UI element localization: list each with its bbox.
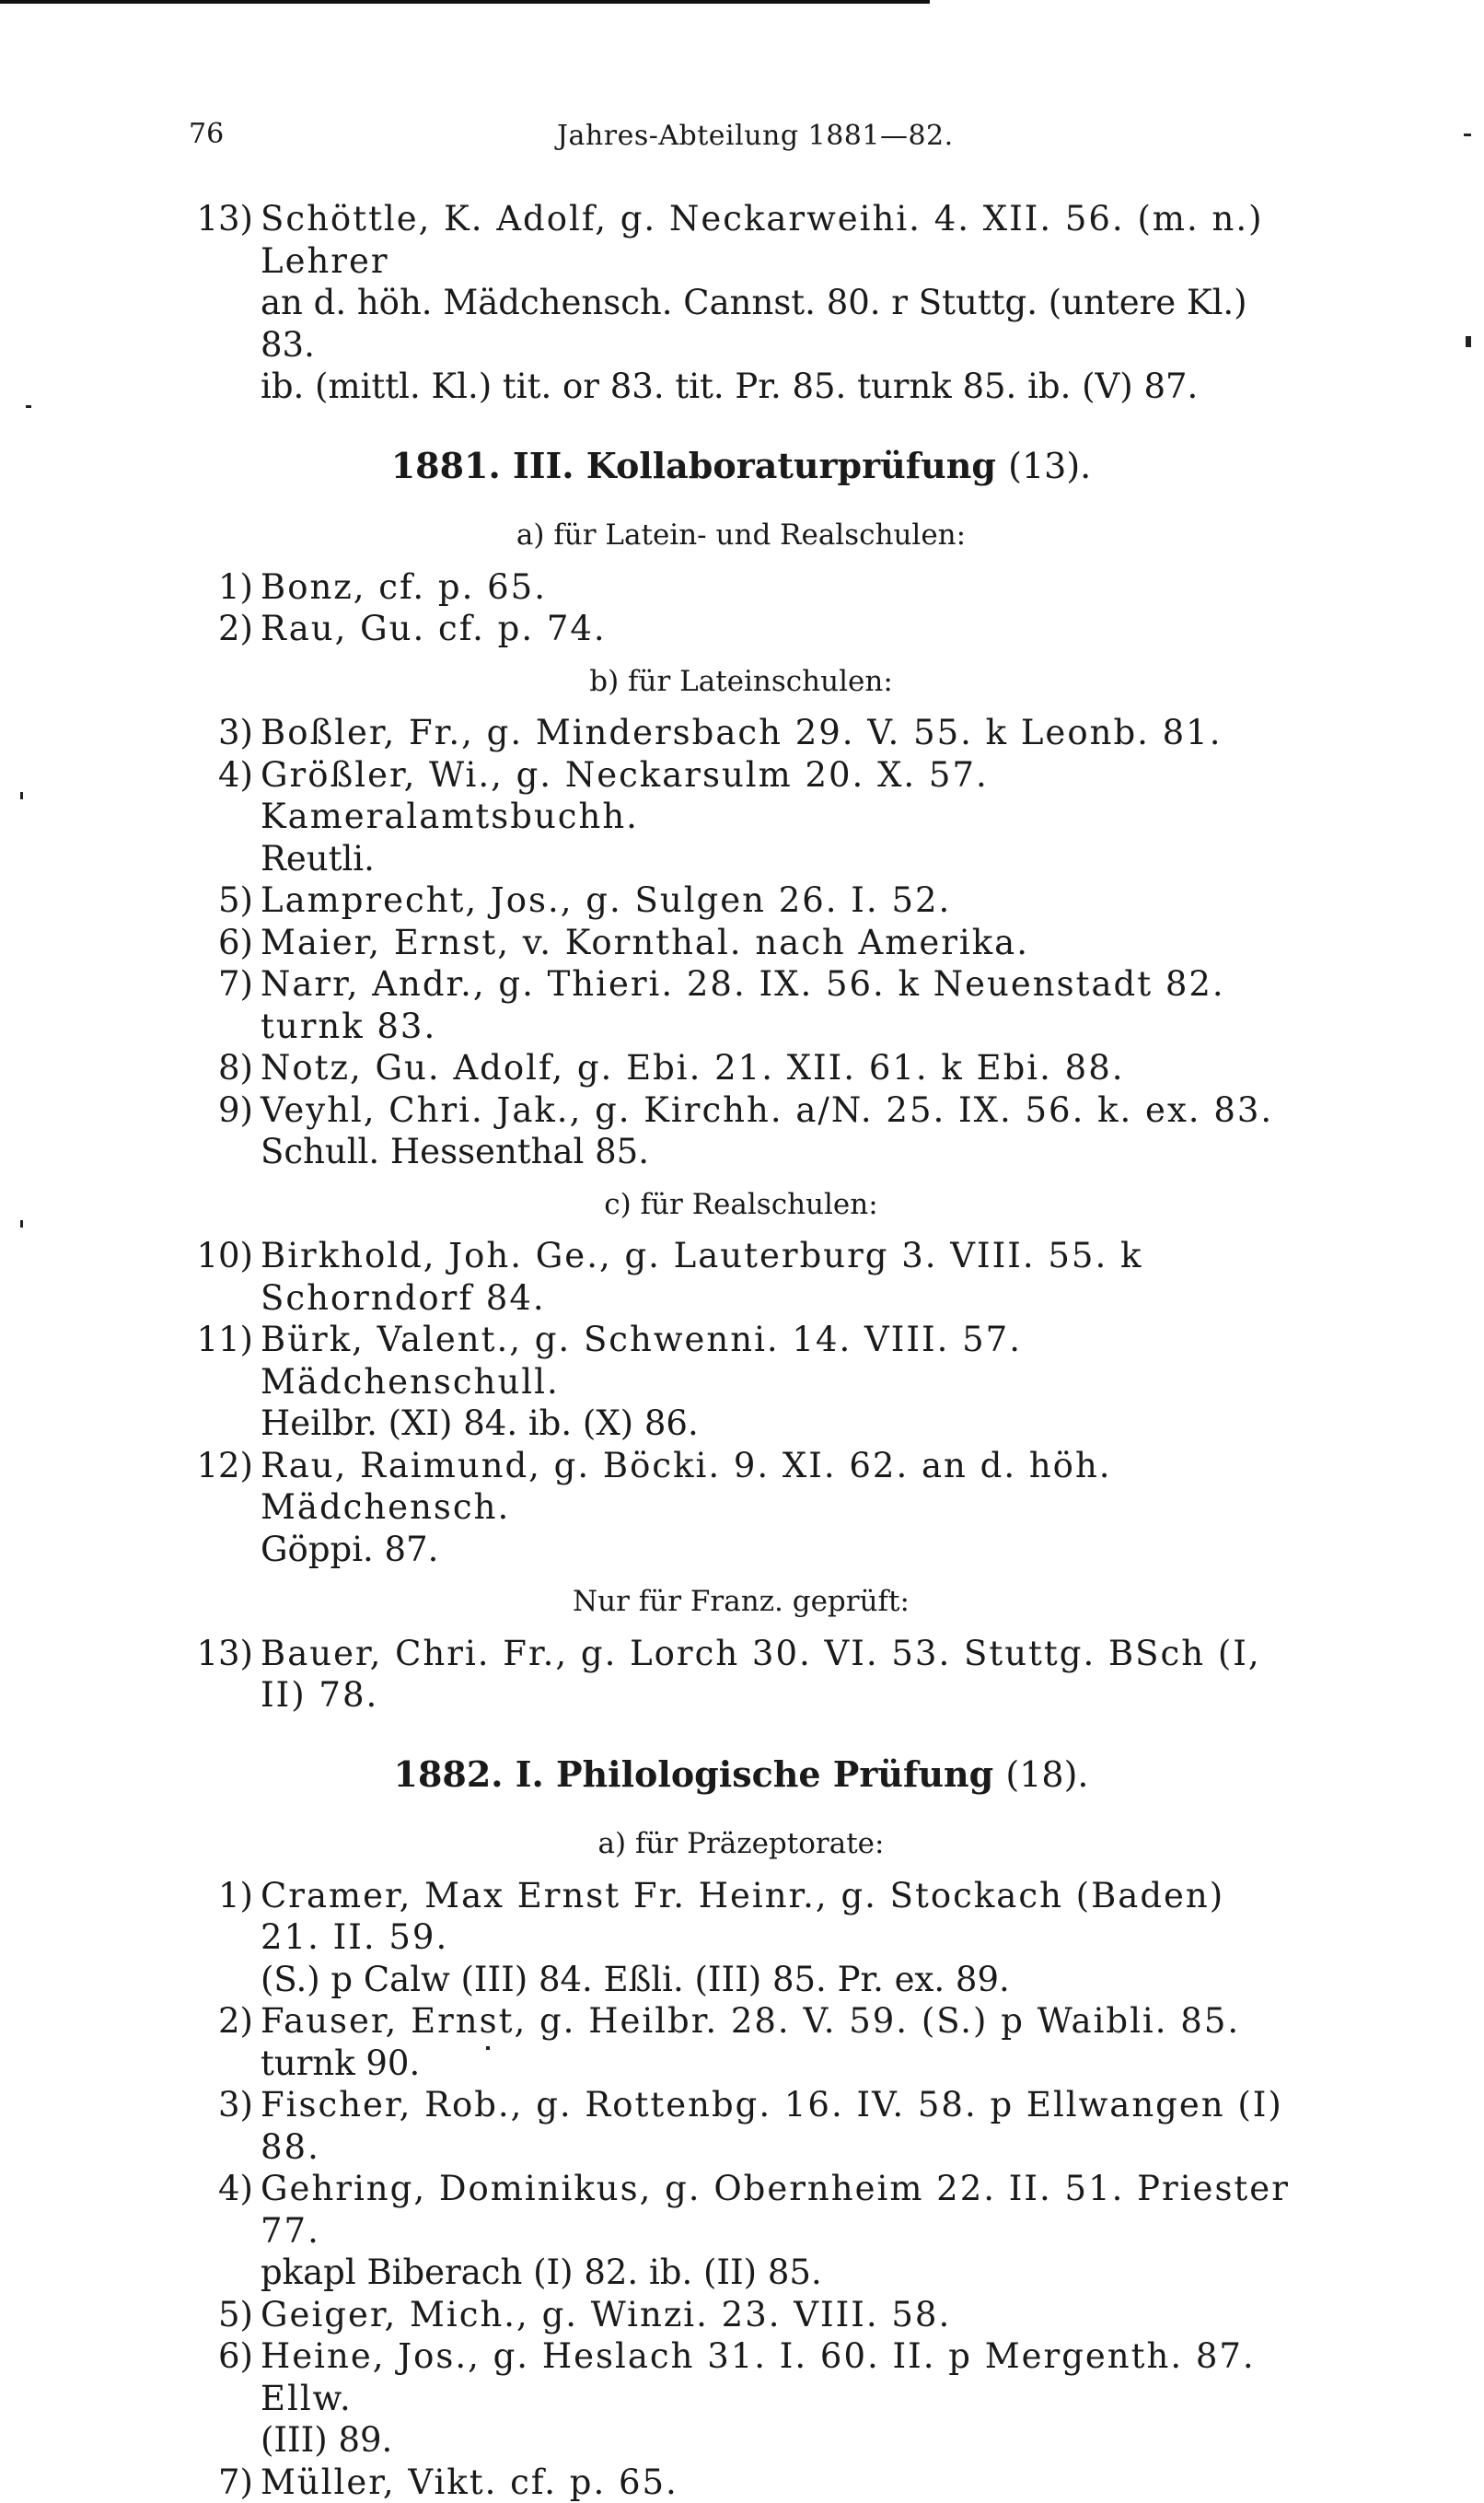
list-item	[189, 2000, 1293, 2084]
entry-line: Heilbr. (XI) 84. ib. (X) 86.	[261, 1403, 1293, 1445]
subsection-heading: Nur für Franz. geprüft:	[189, 1581, 1293, 1624]
list-item	[189, 2294, 1293, 2336]
entry-line: Birkhold, Joh. Ge., g. Lauterburg 3. VIII. 55. k Schorndorf 84.	[261, 1235, 1293, 1319]
subsection-heading: c) für Realschulen:	[189, 1184, 1293, 1227]
entry-line: (III) 89.	[261, 2419, 1293, 2462]
list-item	[189, 712, 1293, 754]
list-item	[189, 922, 1293, 964]
section-heading-1882	[189, 1753, 1293, 1797]
section-year: 1881.	[391, 445, 501, 486]
entry-number: 7)	[189, 2462, 253, 2503]
entry-number: 11)	[189, 1319, 253, 1361]
subsection-heading: b) für Lateinschulen:	[189, 661, 1293, 704]
list-item	[189, 2168, 1293, 2294]
page-number: 76	[189, 118, 224, 150]
page-content	[189, 198, 1293, 2503]
section-1882-body	[189, 1823, 1293, 2503]
entry-line: Rau, Raimund, g. Böcki. 9. XI. 62. an d. höh. Mädchensch.	[261, 1445, 1293, 1529]
entry-line: (S.) p Calw (III) 84. Eßli. (III) 85. Pr. ex. 89.	[261, 1959, 1293, 2001]
list-item	[189, 2335, 1293, 2462]
page-header	[189, 118, 1293, 173]
entry-number: 13)	[189, 1633, 253, 1675]
entry-number: 4)	[189, 2168, 253, 2210]
section-count: (13).	[1008, 446, 1091, 486]
section-title: III. Kollaboraturprüfung	[513, 445, 996, 486]
entry-number: 6)	[189, 2335, 253, 2378]
list-item	[189, 1047, 1293, 1089]
entry-line: an d. höh. Mädchensch. Cannst. 80. r Stuttg. (untere Kl.) 83.	[261, 282, 1293, 366]
entry-line: Lamprecht, Jos., g. Sulgen 26. I. 52.	[261, 879, 1293, 922]
entry-line: Fauser, Ernst, g. Heilbr. 28. V. 59. (S.) p Waibli. 85.	[261, 2000, 1293, 2043]
entry-line: Gehring, Dominikus, g. Obernheim 22. II. 51. Priester 77.	[261, 2168, 1293, 2252]
entry-number: 2)	[189, 608, 253, 650]
section-year: 1882.	[394, 1753, 504, 1795]
entry-line: Geiger, Mich., g. Winzi. 23. VIII. 58.	[261, 2294, 1293, 2336]
entry-number: 1)	[189, 566, 253, 609]
list-item	[189, 1445, 1293, 1571]
running-head: Jahres-Abteilung 1881—82.	[557, 120, 954, 152]
entry-line: Bauer, Chri. Fr., g. Lorch 30. VI. 53. Stuttg. BSch (I, II) 78.	[261, 1633, 1293, 1717]
entry-line: Narr, Andr., g. Thieri. 28. IX. 56. k Neuenstadt 82. turnk 83.	[261, 963, 1293, 1047]
entry-line: Boßler, Fr., g. Mindersbach 29. V. 55. k Leonb. 81.	[261, 712, 1293, 754]
entry-number: 7)	[189, 963, 253, 1006]
subsection-heading: a) für Latein- und Realschulen:	[189, 515, 1293, 557]
section-title: I. Philologische Prüfung	[516, 1753, 993, 1795]
subsection-heading: a) für Präzeptorate:	[189, 1823, 1293, 1866]
entry-line: Maier, Ernst, v. Kornthal. nach Amerika.	[261, 922, 1293, 964]
list-item	[189, 608, 1293, 650]
entry-line: Bonz, cf. p. 65.	[261, 566, 1293, 609]
section-1881-body	[189, 515, 1293, 1717]
entry-number: 10)	[189, 1235, 253, 1277]
list-item	[189, 1089, 1293, 1173]
list-item	[189, 963, 1293, 1047]
entry-number: 5)	[189, 2294, 253, 2336]
entry-line: Heine, Jos., g. Heslach 31. I. 60. II. p Mergenth. 87. Ellw.	[261, 2335, 1293, 2419]
entry-line: Schull. Hessenthal 85.	[261, 1131, 1293, 1173]
margin-mark	[20, 792, 23, 799]
entry-number: 4)	[189, 754, 253, 797]
margin-mark	[20, 1220, 23, 1228]
margin-mark	[1466, 336, 1471, 347]
list-item	[189, 2084, 1293, 2168]
entry-number: 12)	[189, 1445, 253, 1487]
list-item	[189, 2462, 1293, 2503]
entry-number: 1)	[189, 1875, 253, 1917]
entry-line: Schöttle, K. Adolf, g. Neckarweihi. 4. XII. 56. (m. n.) Lehrer	[261, 198, 1293, 282]
list-item	[189, 754, 1293, 880]
entry-number: 2)	[189, 2000, 253, 2043]
entry-line: Göppi. 87.	[261, 1529, 1293, 1571]
list-item	[189, 1633, 1293, 1717]
entry-number: 9)	[189, 1089, 253, 1132]
top-rule	[0, 0, 930, 4]
entry-number: 6)	[189, 922, 253, 964]
section-count: (18).	[1005, 1754, 1088, 1795]
entry-line: turnk 90.	[261, 2043, 1293, 2085]
entry-number: 3)	[189, 712, 253, 754]
entry-line: Cramer, Max Ernst Fr. Heinr., g. Stockach (Baden) 21. II. 59.	[261, 1875, 1293, 1959]
entry-number: 3)	[189, 2084, 253, 2126]
entry-line: Müller, Vikt. cf. p. 65.	[261, 2462, 1293, 2503]
entry-line: Reutli.	[261, 838, 1293, 880]
entry-number: 8)	[189, 1047, 253, 1089]
entry-number: 13)	[189, 198, 253, 240]
entry-line: Bürk, Valent., g. Schwenni. 14. VIII. 57. Mädchenschull.	[261, 1319, 1293, 1403]
section-heading-1881	[189, 445, 1293, 488]
list-item	[189, 566, 1293, 609]
entry-line: ib. (mittl. Kl.) tit. or 83. tit. Pr. 85. turnk 85. ib. (V) 87.	[261, 366, 1293, 408]
list-item	[189, 1875, 1293, 2001]
entry-line: Größler, Wi., g. Neckarsulm 20. X. 57. Kameralamtsbuchh.	[261, 754, 1293, 838]
entry-line: Fischer, Rob., g. Rottenbg. 16. IV. 58. p Ellwangen (I) 88.	[261, 2084, 1293, 2168]
entry-line: Notz, Gu. Adolf, g. Ebi. 21. XII. 61. k Ebi. 88.	[261, 1047, 1293, 1089]
list-item	[189, 1319, 1293, 1445]
list-item	[189, 198, 1293, 408]
list-item	[189, 879, 1293, 922]
entry-line: pkapl Biberach (I) 82. ib. (II) 85.	[261, 2252, 1293, 2294]
margin-mark	[1464, 134, 1471, 136]
entry-number: 5)	[189, 879, 253, 922]
entry-line: Veyhl, Chri. Jak., g. Kirchh. a/N. 25. IX. 56. k. ex. 83.	[261, 1089, 1293, 1132]
list-item	[189, 1235, 1293, 1319]
margin-mark	[486, 2046, 490, 2050]
margin-mark	[26, 405, 31, 408]
entry-line: Rau, Gu. cf. p. 74.	[261, 608, 1293, 650]
